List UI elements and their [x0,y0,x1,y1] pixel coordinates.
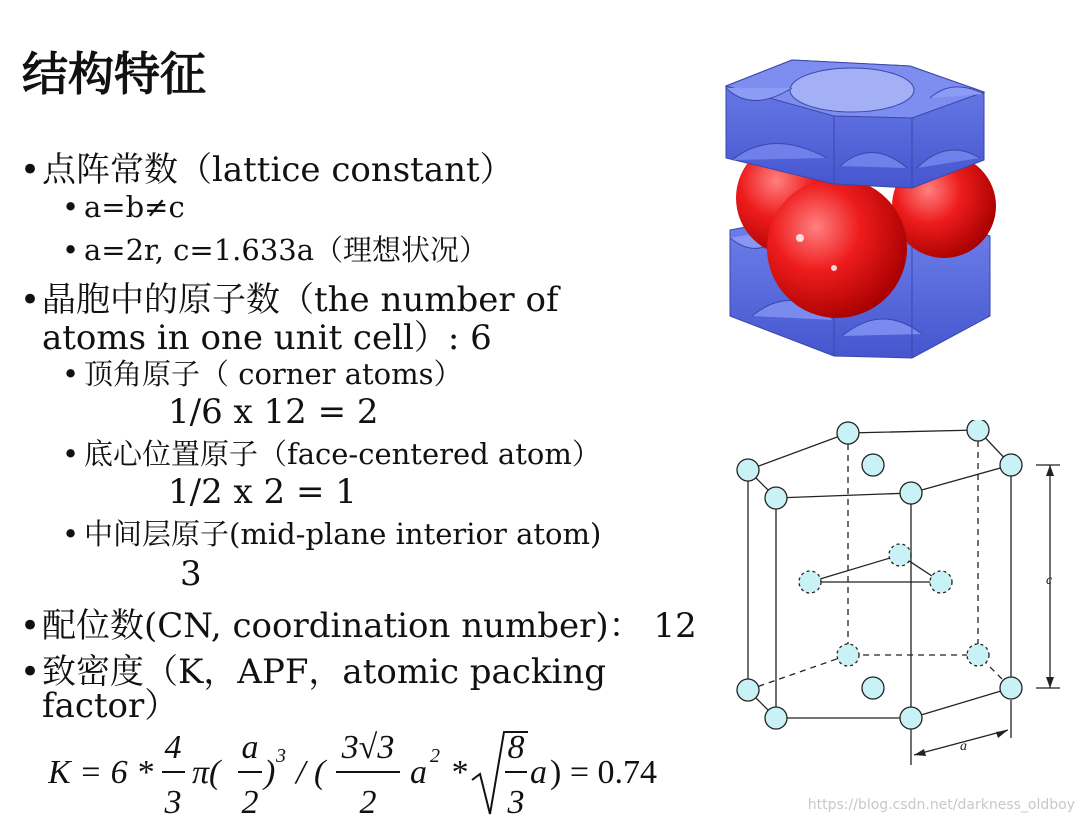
watermark: https://blog.csdn.net/darkness_oldboy [807,797,1075,813]
hcp-3d-model-image [722,58,1002,373]
bullet-coordination: •配位数(CN, coordination number)： 12 [20,606,697,646]
formula-lhs: K = 6 * [48,754,154,791]
formula-star: * [450,754,467,791]
formula-close: ) [264,754,276,791]
formula-a-end: a [530,754,547,791]
formula-a-sq: a [410,754,427,791]
label-c: c [1046,573,1053,588]
bullet-coordination-text: 配位数(CN, coordination number)： 12 [42,606,697,646]
bullet-apf-text-2: factor） [42,686,179,726]
sub-bullet-ratio: • a=2r, c=1.633a（理想状况） [62,233,489,267]
red-atom-front [767,178,907,318]
sub-bullet-abc-text: a=b≠c [84,190,185,224]
bullet-atoms-text-1: 晶胞中的原子数（the number of [42,280,559,320]
frac2-num: a [241,729,259,766]
frac4-num: 8 [507,729,525,766]
page-title: 结构特征 [22,47,206,101]
formula-slash: / ( [296,754,326,791]
bullet-atoms-text-2: atoms in one unit cell）: 6 [42,318,492,358]
bullet-apf-text-1: 致密度（K，APF，atomic packing [42,652,607,692]
sub-bullet-corner-text: 顶角原子（ corner atoms） [84,357,463,391]
unit-cell-atoms [737,420,1022,729]
mid-calculation: 3 [180,554,202,594]
bullet-lattice-text: 点阵常数（lattice constant） [42,150,514,190]
sub-bullet-mid-text: 中间层原子(mid-plane interior atom) [84,517,602,551]
face-calculation: 1/2 x 2 = 1 [168,472,357,512]
frac3-num: 3√3 [341,729,395,766]
frac4-den: 3 [507,784,525,818]
label-a: a [960,739,967,754]
bullet-lattice-constant: •点阵常数（lattice constant） [20,150,514,190]
hcp-unit-cell-diagram [728,420,1068,770]
sub-bullet-face-text: 底心位置原子（face-centered atom） [84,437,601,471]
corner-calculation: 1/6 x 12 = 2 [168,392,379,432]
formula-result: ) = 0.74 [550,754,657,791]
sub-bullet-corner: • 顶角原子（ corner atoms） [62,357,463,391]
frac3-den: 2 [359,784,377,818]
sub-bullet-face: • 底心位置原子（face-centered atom） [62,437,601,471]
apf-formula [48,728,688,818]
formula-pi: π( [192,754,221,791]
sub-bullet-ratio-text: a=2r, c=1.633a（理想状况） [84,233,489,267]
sub-bullet-mid: • 中间层原子(mid-plane interior atom) [62,517,602,551]
bullet-atoms-per-cell: •晶胞中的原子数（the number of [20,280,559,320]
frac1-num: 4 [164,729,182,766]
sub-bullet-abc: • a=b≠c [62,190,185,224]
frac1-den: 3 [164,784,182,818]
bullet-apf: •致密度（K，APF，atomic packing [20,652,607,692]
exp-2: 2 [430,745,440,767]
exp-3: 3 [276,745,286,767]
frac2-den: 2 [241,784,259,818]
